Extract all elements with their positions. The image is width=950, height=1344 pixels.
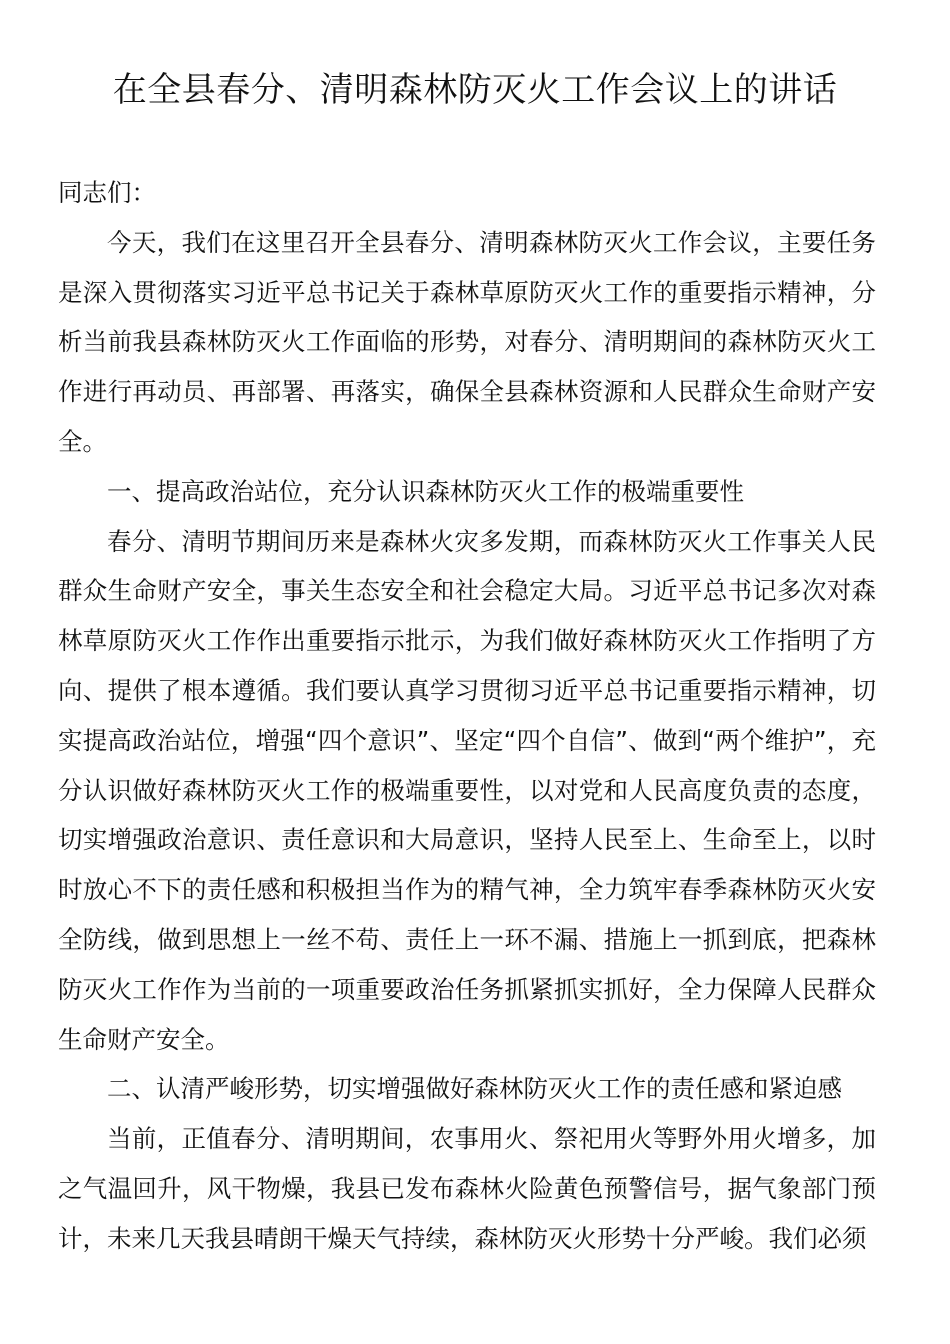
document-title: 在全县春分、清明森林防灭火工作会议上的讲话	[112, 70, 838, 110]
section-2-heading: 二、认清严峻形势，切实增强做好森林防灭火工作的责任感和紧迫感	[107, 1074, 842, 1104]
intro-paragraph: 今天，我们在这里召开全县春分、清明森林防灭火工作会议，主要任务是深入贯彻落实习近平总书记关于森林草原防灭火工作的重要指示精神，分析当前我县森林防灭火工作面临的形势，对春分、清明期间的森林防灭火工作进行再动员、再部署、再落实，确保全县森林资源和人民群众生命财产安全。	[58, 227, 876, 456]
section-1-heading: 一、提高政治站位，充分认识森林防灭火工作的极端重要性	[107, 476, 744, 506]
salutation: 同志们：	[58, 178, 156, 207]
section-1-paragraph: 春分、清明节期间历来是森林火灾多发期，而森林防灭火工作事关人民群众生命财产安全，事关生态安全和社会稳定大局。习近平总书记多次对森林草原防灭火工作作出重要指示批示，为我们做好森林防灭火工作指明了方向、提供了根本遵循。我们要认真学习贯彻习近平总书记重要指示精神，切实提高政治站位，增强“四个意识”、坚定“四个自信”、做到“两个维护”，充分认识做好森林防灭火工作的极端重要性，以对党和人民高度负责的态度，切实增强政治意识、责任意识和大局意识，坚持人民至上、生命至上，以时时放心不下的责任感和积极担当作为的精气神，全力筑牢春季森林防灭火安全防线，做到思想上一丝不苟、责任上一环不漏、措施上一抓到底，把森林防灭火工作作为当前的一项重要政治任务抓紧抓实抓好，全力保障人民群众生命财产安全。	[58, 526, 876, 1054]
section-2-paragraph: 当前，正值春分、清明期间，农事用火、祭祀用火等野外用火增多，加之气温回升，风干物燥，我县已发布森林火险黄色预警信号，据气象部门预计，未来几天我县晴朗干燥天气持续，森林防灭火形势十分严峻。我们必须	[58, 1124, 876, 1253]
document-body	[58, 168, 876, 1264]
